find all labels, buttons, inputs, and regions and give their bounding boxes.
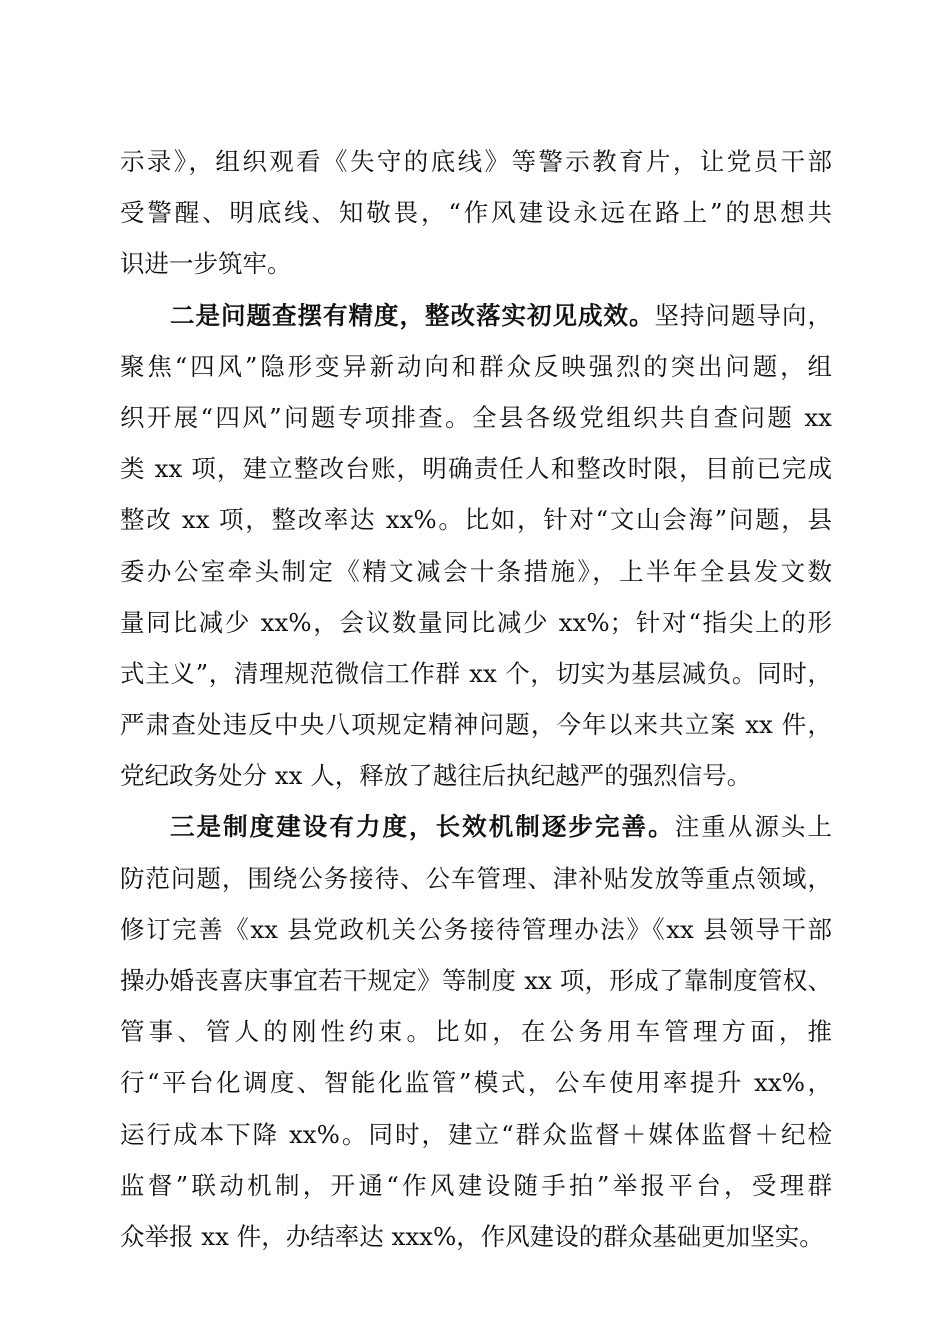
text-line: 监督”联动机制，开通“作风建设随手拍”举报平台，受理群 — [120, 1170, 832, 1200]
text-line: 党纪政务处分 xx 人，释放了越往后执纪越严的强烈信号。 — [120, 761, 752, 791]
text-line: 修订完善《xx 县党政机关公务接待管理办法》《xx 县领导干部 — [120, 914, 832, 944]
paragraph-first-line — [120, 807, 832, 858]
paragraph-first-line-rest: 坚持问题导向， — [654, 300, 832, 330]
text-line: 量同比减少 xx%，会议数量同比减少 xx%；针对“指尖上的形 — [120, 607, 832, 637]
text-line: 防范问题，围绕公务接待、公车管理、津补贴发放等重点领域， — [120, 863, 832, 893]
text-line: 操办婚丧喜庆事宜若干规定》等制度 xx 项，形成了靠制度管权、 — [120, 966, 832, 995]
paragraph-lead-heading: 二是问题查摆有精度，整改落实初见成效。 — [170, 300, 655, 330]
text-line: 严肃查处违反中央八项规定精神问题，今年以来共立案 xx 件， — [120, 710, 832, 740]
text-line: 众举报 xx 件，办结率达 xxx%，作风建设的群众基础更加坚实。 — [120, 1221, 824, 1251]
paragraph-continuation — [120, 142, 832, 296]
paragraph-first-line — [120, 296, 832, 347]
text-line: 式主义”，清理规范微信工作群 xx 个，切实为基层减负。同时， — [120, 658, 832, 688]
text-line: 聚焦“四风”隐形变异新动向和群众反映强烈的突出问题，组 — [120, 351, 832, 381]
text-line: 类 xx 项，建立整改台账，明确责任人和整改时限，目前已完成 — [120, 454, 832, 484]
document-body — [120, 142, 832, 1268]
paragraph-institution-building — [120, 807, 832, 1268]
paragraph-problem-rectification — [120, 296, 832, 808]
text-line: 织开展“四风”问题专项排查。全县各级党组织共自查问题 xx — [120, 402, 832, 432]
text-line: 运行成本下降 xx%。同时，建立“群众监督＋媒体监督＋纪检 — [120, 1119, 832, 1149]
text-line: 整改 xx 项，整改率达 xx%。比如，针对“文山会海”问题，县 — [120, 505, 832, 535]
text-line: 示录》，组织观看《失守的底线》等警示教育片，让党员干部 — [120, 147, 832, 176]
text-line: 受警醒、明底线、知敬畏，“作风建设永远在路上”的思想共 — [120, 198, 832, 228]
paragraph-lead-heading: 三是制度建设有力度，长效机制逐步完善。 — [170, 812, 675, 842]
text-line: 识进一步筑牢。 — [120, 249, 292, 279]
paragraph-first-line-rest: 注重从源头上 — [674, 812, 832, 842]
text-line: 行“平台化调度、智能化监管”模式，公车使用率提升 xx%， — [120, 1068, 832, 1098]
text-line: 委办公室牵头制定《精文减会十条措施》，上半年全县发文数 — [120, 556, 832, 586]
text-line: 管事、管人的刚性约束。比如，在公务用车管理方面，推 — [120, 1017, 832, 1047]
